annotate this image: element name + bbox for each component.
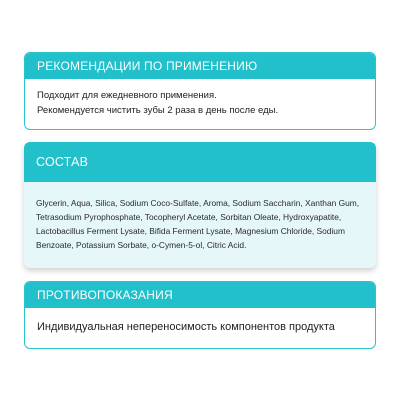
usage-line: Подходит для ежедневного применения. (37, 90, 217, 101)
contraindications-card (24, 281, 376, 349)
usage-card-body (25, 79, 375, 126)
composition-card-title: СОСТАВ (24, 142, 376, 182)
composition-card (24, 142, 376, 268)
usage-card (24, 52, 376, 130)
usage-line: Рекомендуется чистить зубы 2 раза в день после еды. (37, 105, 279, 116)
composition-card-body: Glycerin, Aqua, Silica, Sodium Coco-Sulfate, Aroma, Sodium Saccharin, Xanthan Gum, Tetrasodium Pyrophosphate, Tocopheryl Acetate, Sorbitan Oleate, Hydroxyapatite, Lactobacillus Ferment Lysate, Bifida Ferment Lysate, Magnesium Chloride, Sodium Benzoate, Potassium Sorbate, o-Cymen-5-ol, Citric Acid. (36, 198, 360, 250)
usage-card-title: РЕКОМЕНДАЦИИ ПО ПРИМЕНЕНИЮ (25, 53, 375, 79)
contraindications-card-body: Индивидуальная непереносимость компонентов продукта (37, 321, 335, 333)
contraindications-card-title: ПРОТИВОПОКАЗАНИЯ (25, 282, 375, 308)
